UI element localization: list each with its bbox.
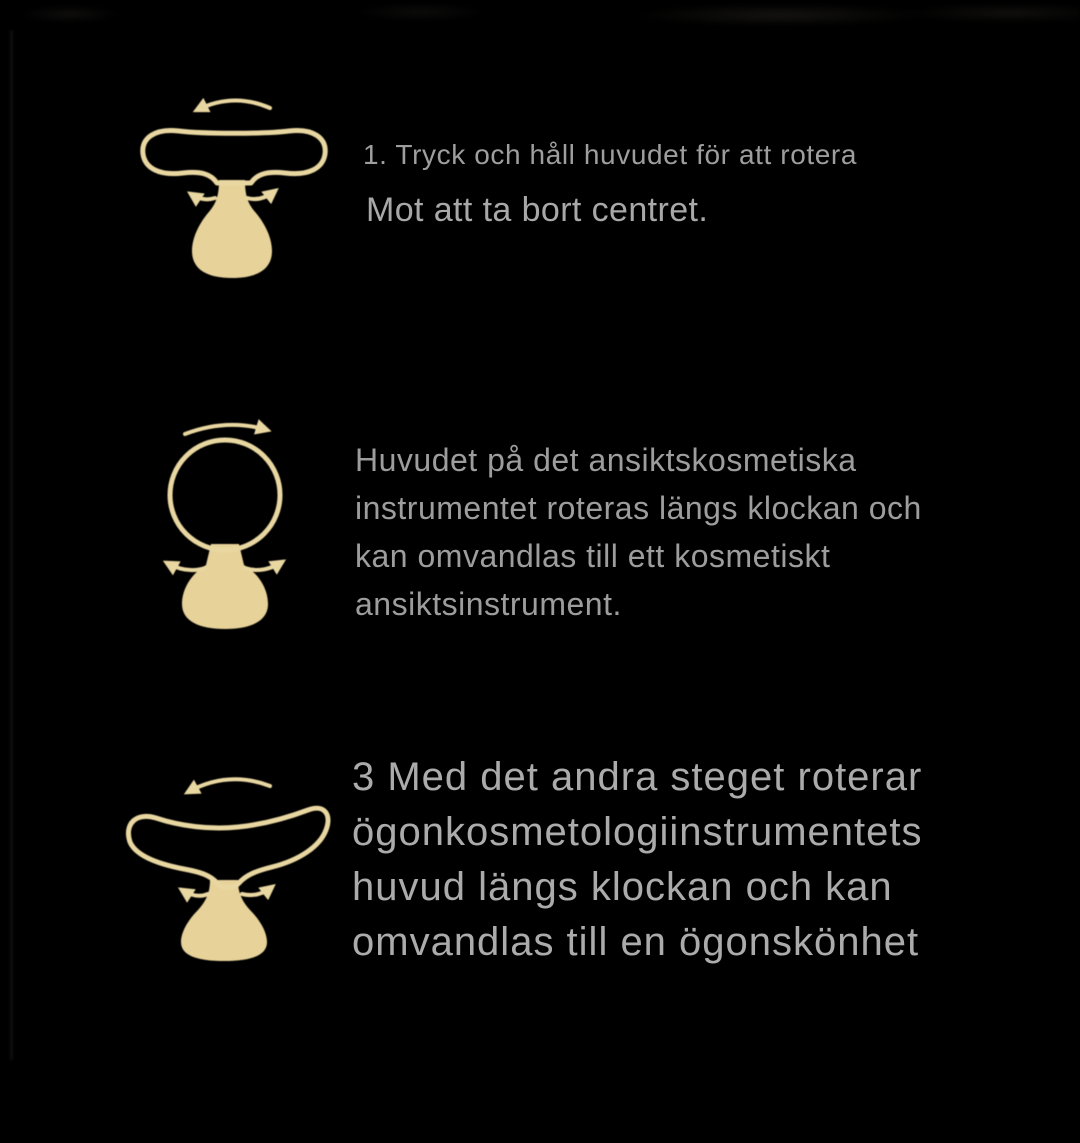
step-2-line-4: ansiktsinstrument. xyxy=(355,586,622,622)
step-3-text xyxy=(352,750,923,970)
step-2-line-2: instrumentet roteras längs klockan och xyxy=(355,490,922,526)
neck-rotation-arrow-left xyxy=(167,563,205,570)
rotation-arrow xyxy=(197,100,270,110)
rotation-arrow xyxy=(185,425,267,434)
neck-rotation-arrow-left xyxy=(182,890,208,896)
neck-rotation-arrow-right xyxy=(245,562,282,570)
step-3-line-3: huvud längs klockan och kan xyxy=(352,865,893,909)
device-handle xyxy=(192,180,272,278)
curved-eye-head-rotation-icon xyxy=(120,770,335,965)
left-edge-artifact xyxy=(10,30,13,1060)
t-bar-head-rotation-icon xyxy=(135,92,335,287)
step-1-line-2: Mot att ta bort centret. xyxy=(366,191,709,229)
step-3-line-1: 3 Med det andra steget roterar xyxy=(352,755,923,799)
neck-rotation-arrow-right xyxy=(242,887,272,895)
step-2-text xyxy=(355,436,922,628)
rotation-arrow xyxy=(188,779,270,792)
device-head xyxy=(128,808,328,887)
neck-rotation-arrow-right xyxy=(247,191,275,199)
step-2-line-1: Huvudet på det ansiktskosmetiska xyxy=(355,442,857,478)
step-1-line-1: 1. Tryck och håll huvudet för att rotera xyxy=(363,139,858,170)
device-handle xyxy=(182,544,268,629)
device-handle xyxy=(181,880,267,961)
device-head xyxy=(170,440,280,550)
neck-rotation-arrow-left xyxy=(191,194,215,199)
step-3-line-2: ögonkosmetologiinstrumentets xyxy=(352,810,923,854)
device-head xyxy=(143,130,325,183)
top-ghost-artifacts xyxy=(0,0,1080,40)
step-3-line-4: omvandlas till en ögonskönhet xyxy=(352,920,920,964)
ring-head-rotation-icon xyxy=(155,418,295,636)
step-2-line-3: kan omvandlas till ett kosmetiskt xyxy=(355,538,831,574)
